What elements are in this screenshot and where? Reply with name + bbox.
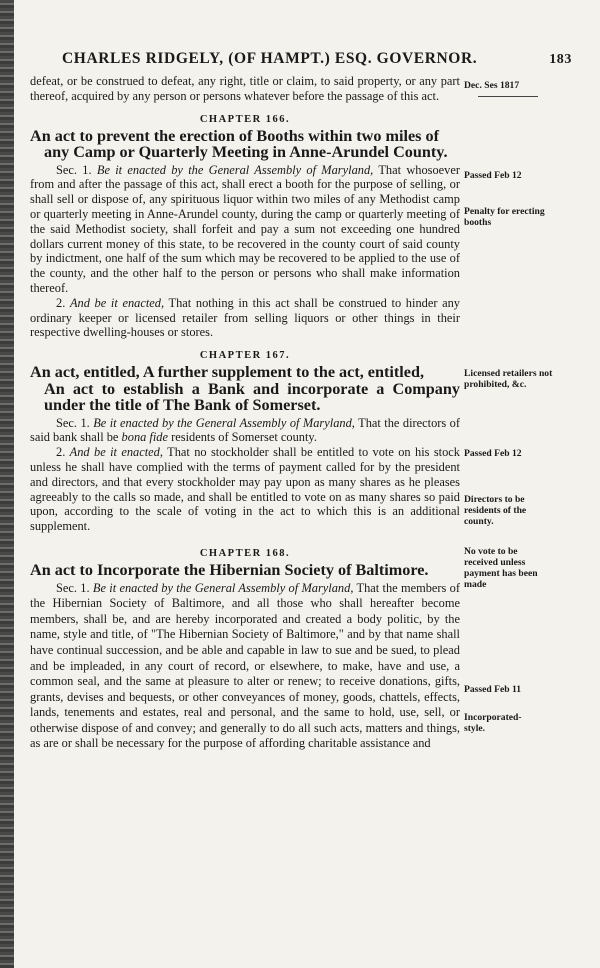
chapter-166-title-line2: any Camp or Quarterly Meeting in Anne-Arundel County. xyxy=(44,143,448,162)
margin-flourish xyxy=(478,96,538,97)
section-text: That whosoever from and after the passage of this act, shall erect a booth for the purpose of selling, or shall sell or dispose of, any spirituous liquor within two miles of any Methodist camp or quarterly meeting in Anne-Arundel county, during the camp or quarterly meeting of the said Methodist society, shall forfeit and pay a sum not exceeding one hundred dollars current money of this state, to be recovered in the county court of said county by indictment, one half of the sum which may be recovered to be applied to the use of the county, and the other half to the person or persons who shall make information thereof. xyxy=(30,162,460,295)
enacting-clause: Be it enacted by the General Assembly of Maryland, xyxy=(92,580,354,595)
enacting-clause: And be it enacted, xyxy=(69,445,163,460)
enacting-clause: Be it enacted by the General Assembly of Maryland, xyxy=(96,162,374,177)
chapter-167-section-1 xyxy=(30,416,460,446)
section-label: 2. xyxy=(56,445,66,460)
section-text: That nothing in this act shall be construed to hinder any ordinary keeper or licensed retailer from selling liquors or other things in their respective dwelling-houses or stores. xyxy=(30,295,461,340)
chapter-167-section-2 xyxy=(30,445,460,534)
opening-paragraph: defeat, or be construed to defeat, any right, title or claim, to said property, or any part thereof, acquired by any person or persons whatever before the passage of this act. xyxy=(30,74,460,103)
margin-note-no-vote: No vote to be received unless payment has been made xyxy=(464,546,538,590)
running-title: CHARLES RIDGELY, (OF HAMPT.) ESQ. GOVERNOR. xyxy=(62,50,478,67)
section-text: That no stockholder shall be entitled to vote on his stock unless he shall have complied with the terms of payment called for by the president and directors, and that every stockholder may pay upon as many shares as he pleases agreeably to the calls so made, and shall be entitled to vote on as many shares so paid upon, according to the scale of voting in the act to which this is an additional supplement. xyxy=(30,445,460,534)
enacting-clause: Be it enacted by the General Assembly of Maryland, xyxy=(93,415,355,430)
chapter-167-title-line1: An act, entitled, A further supplement to the act, entitled, xyxy=(30,363,425,382)
chapter-166-title xyxy=(30,128,460,161)
margin-note-incorporated: Incorporated-style. xyxy=(464,712,522,734)
margin-note-passed-166: Passed Feb 12 xyxy=(464,170,522,181)
chapter-166-title-line1: An act to prevent the erection of Booths within two miles of xyxy=(30,126,439,145)
chapter-166-heading: CHAPTER 166. xyxy=(199,113,291,125)
bona-fide-term: bona fide xyxy=(121,430,169,445)
section-label: Sec. 1. xyxy=(56,415,90,430)
section-label: Sec. 1. xyxy=(56,580,90,595)
chapter-167-title xyxy=(30,364,460,414)
section-text: That the directors of said bank shall be xyxy=(30,415,460,445)
margin-note-passed-168: Passed Feb 11 xyxy=(464,684,522,695)
chapter-167-title-line2: An act to establish a Bank and incorporate a Company under the title of The Bank of Somerset. xyxy=(44,379,460,415)
chapter-166-section-1 xyxy=(30,163,460,296)
page-body xyxy=(30,74,460,752)
margin-note-licensed: Licensed retailers not prohibited, &c. xyxy=(464,368,553,390)
section-label: Sec. 1. xyxy=(56,162,92,177)
page-number: 183 xyxy=(549,52,572,67)
chapter-168-section-1 xyxy=(30,581,460,753)
running-header xyxy=(62,50,572,68)
enacting-clause: And be it enacted, xyxy=(69,295,165,310)
section-text: residents of Somerset county. xyxy=(171,430,317,445)
margin-note-directors: Directors to be residents of the county. xyxy=(464,494,527,527)
chapter-166-section-2 xyxy=(30,296,460,340)
chapter-168-title-line1: An act to Incorporate the Hibernian Society of Baltimore. xyxy=(30,561,429,580)
margin-note-penalty: Penalty for erecting booths xyxy=(464,206,545,228)
section-text: That the members of the Hibernian Society of Baltimore, and all those who shall hereafter become members, shall be, and are hereby incorporated and created a body politic, by the name, style and title, of "The Hibernian Society of Baltimore," and by that name shall have continual succession, and be able and capable in law to sue and be sued, to plead and be impleaded, in any court of record, or elsewhere, to make, have and use, a common seal, and the same at pleasure to alter or renew; to receive donations, gifts, grants, devises and bequests, or other conveyances of money, goods, chattels, effects, lands, tenements and estates, real and personal, and the same to hold, use, sell, or otherwise dispose of and convey; and generally to do all such acts, matters and things, as are or shall be necessary for the purpose of affording charitable assistance and xyxy=(30,580,460,751)
chapter-168-title xyxy=(30,562,460,579)
chapter-167-heading: CHAPTER 167. xyxy=(199,350,291,362)
margin-note-session: Dec. Ses 1817 xyxy=(464,80,520,91)
binding-gutter xyxy=(0,0,14,968)
chapter-168-heading: CHAPTER 168. xyxy=(199,548,291,560)
margin-note-passed-167: Passed Feb 12 xyxy=(464,448,522,459)
section-label: 2. xyxy=(56,295,66,310)
